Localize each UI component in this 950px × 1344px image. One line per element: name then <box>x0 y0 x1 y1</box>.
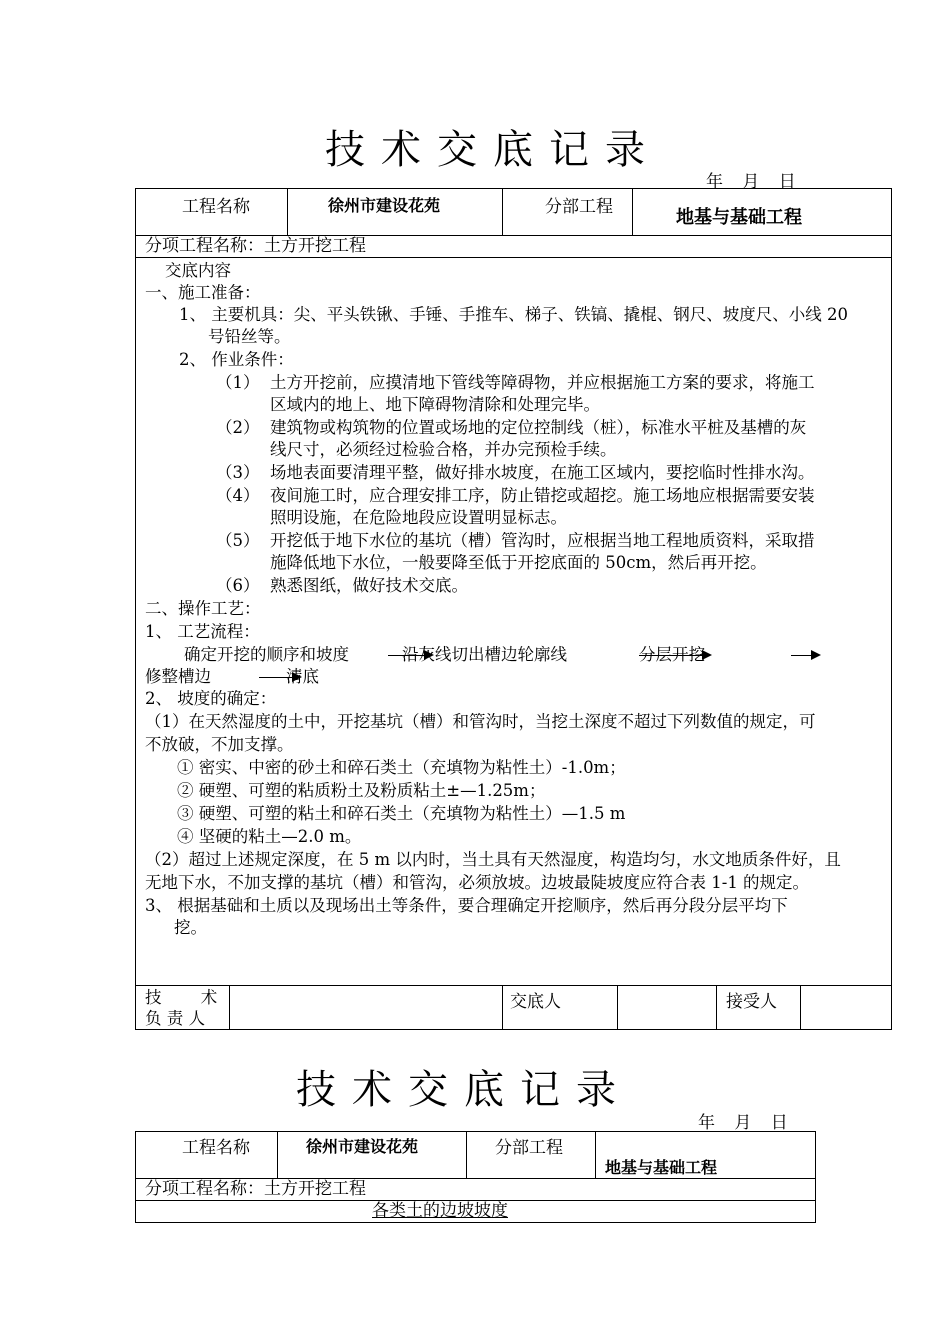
paragraph-line: 场地表面要清理平整，做好排水坡度，在施工区域内，要挖临时性排水沟。 <box>270 463 815 482</box>
tech-lead-label: 负 责 人 <box>145 1009 205 1028</box>
subitem-name: 分项工程名称：土方开挖工程 <box>145 1179 366 1199</box>
project-name-label: 工程名称 <box>182 197 250 217</box>
paragraph-line: 土方开挖前，应摸清地下管线等障碍物，并应根据施工方案的要求，将施工 <box>270 373 815 392</box>
flow-arrow-icon <box>791 655 819 656</box>
paragraph-line: 3、 根据基础和土质以及现场出土等条件，要合理确定开挖顺序，然后再分段分层平均下 <box>145 896 788 915</box>
paragraph-line: （1）在天然湿度的土中，开挖基坑（槽）和管沟时，当挖土深度不超过下列数值的规定，可 <box>145 712 816 731</box>
division-label-cell <box>503 189 633 236</box>
flow-step: 沿灰线切出槽边轮廓线 <box>402 645 567 664</box>
list-item: ④ 坚硬的粘土—2.0 m。 <box>177 827 362 846</box>
page-title: 技术交底记录 <box>296 1067 632 1113</box>
paragraph-line: 号铅丝等。 <box>208 327 291 346</box>
flow-step: 确定开挖的顺序和坡度 <box>184 645 349 664</box>
page-title: 技术交底记录 <box>325 127 661 173</box>
division-value-cell <box>596 1132 816 1179</box>
tech-lead-label: 技 术 <box>145 988 218 1007</box>
paragraph-line: 夜间施工时，应合理安排工序，防止错挖或超挖。施工场地应根据需要安装 <box>270 486 815 505</box>
paragraph-line: 2、 坡度的确定： <box>145 689 277 708</box>
paragraph-line: 熟悉图纸，做好技术交底。 <box>270 576 468 595</box>
paragraph-line: 不放破，不加支撑。 <box>145 735 294 754</box>
content-heading: 交底内容 <box>165 261 231 280</box>
tech-lead-label-cell <box>136 986 230 1030</box>
paragraph-line: 区域内的地上、地下障碍物清除和处理完毕。 <box>270 395 600 414</box>
flow-step: 分层开挖 <box>639 645 705 664</box>
division-value: 地基与基础工程 <box>676 207 802 228</box>
paragraph-line: 建筑物或构筑物的位置或场地的定位控制线（桩），标准水平桩及基槽的灰 <box>270 418 807 437</box>
record-table <box>135 1131 816 1223</box>
handover-label: 交底人 <box>510 992 561 1012</box>
item-number: （6） <box>216 576 260 595</box>
paragraph-line: 施降低地下水位，一般要降至低于开挖底面的 50cm，然后再开挖。 <box>270 553 767 572</box>
subitem-cell <box>136 1179 816 1201</box>
list-item: ③ 硬塑、可塑的粘土和碎石类土（充填物为粘性土）—1.5 m <box>177 804 626 823</box>
tech-lead-value-cell <box>230 986 503 1030</box>
paragraph-line: 1、 工艺流程： <box>145 622 260 641</box>
receiver-value <box>801 986 891 1029</box>
project-name-label-cell <box>136 1132 278 1179</box>
division-label-cell <box>467 1132 596 1179</box>
content-cell <box>136 258 892 986</box>
subitem-name: 分项工程名称：土方开挖工程 <box>145 236 366 256</box>
project-name-value-cell <box>288 189 503 236</box>
section-heading: 二、操作工艺： <box>145 599 261 618</box>
paragraph-line: 线尺寸，必须经过检验合格，并办完预检手续。 <box>270 440 617 459</box>
division-label: 分部工程 <box>545 197 613 217</box>
paragraph-line: 1、 主要机具：尖、平头铁锹、手锤、手推车、梯子、铁镐、撬棍、钢尺、坡度尺、小线 20 <box>179 305 848 324</box>
receiver-label: 接受人 <box>717 986 801 1029</box>
handover-label-cell <box>503 986 618 1030</box>
flow-step: 清底 <box>286 667 319 686</box>
table-caption: 各类土的边坡坡度 <box>372 1201 508 1221</box>
paragraph-line: 开挖低于地下水位的基坑（槽）管沟时，应根据当地工程地质资料，采取措 <box>270 531 815 550</box>
item-number: （1） <box>216 373 260 392</box>
project-name-value: 徐州市建设花苑 <box>306 1137 419 1156</box>
list-item: ② 硬塑、可塑的粘质粉土及粉质粘土±—1.25m； <box>177 781 546 800</box>
paragraph-line: 挖。 <box>174 918 207 937</box>
paragraph-line: 无地下水，不加支撑的基坑（槽）和管沟，必须放坡。边坡最陡坡度应符合表 1-1 的规定。 <box>145 873 810 892</box>
receiver-cell <box>717 986 892 1030</box>
item-number: （5） <box>216 531 260 550</box>
division-value: 地基与基础工程 <box>605 1158 718 1177</box>
paragraph-line: （2）超过上述规定深度，在 5 m 以内时，当土具有天然湿度，构造均匀，水文地质条件好，且 <box>145 850 841 869</box>
paragraph-line: 照明设施，在危险地段应设置明显标志。 <box>270 508 567 527</box>
record-table <box>135 188 892 1030</box>
date-label: 年 月 日 <box>706 172 796 192</box>
division-label: 分部工程 <box>495 1138 563 1158</box>
item-number: （2） <box>216 418 260 437</box>
division-value-cell <box>633 189 892 236</box>
project-name-value-cell <box>278 1132 467 1179</box>
handover-value-cell <box>618 986 717 1030</box>
paragraph-line: 2、 作业条件： <box>179 350 294 369</box>
date-label: 年 月 日 <box>698 1113 788 1133</box>
project-name-value: 徐州市建设花苑 <box>328 196 441 215</box>
section-heading: 一、施工准备： <box>145 283 261 302</box>
list-item: ① 密实、中密的砂土和碎石类土（充填物为粘性土）-1.0m； <box>177 758 626 777</box>
item-number: （4） <box>216 486 260 505</box>
project-name-label: 工程名称 <box>182 1138 250 1158</box>
table-caption-cell <box>136 1201 816 1223</box>
project-name-label-cell <box>136 189 288 236</box>
subitem-cell <box>136 236 892 258</box>
flow-step: 修整槽边 <box>145 667 211 686</box>
content-area <box>136 258 891 985</box>
item-number: （3） <box>216 463 260 482</box>
flow-arrow-icon <box>639 655 710 656</box>
